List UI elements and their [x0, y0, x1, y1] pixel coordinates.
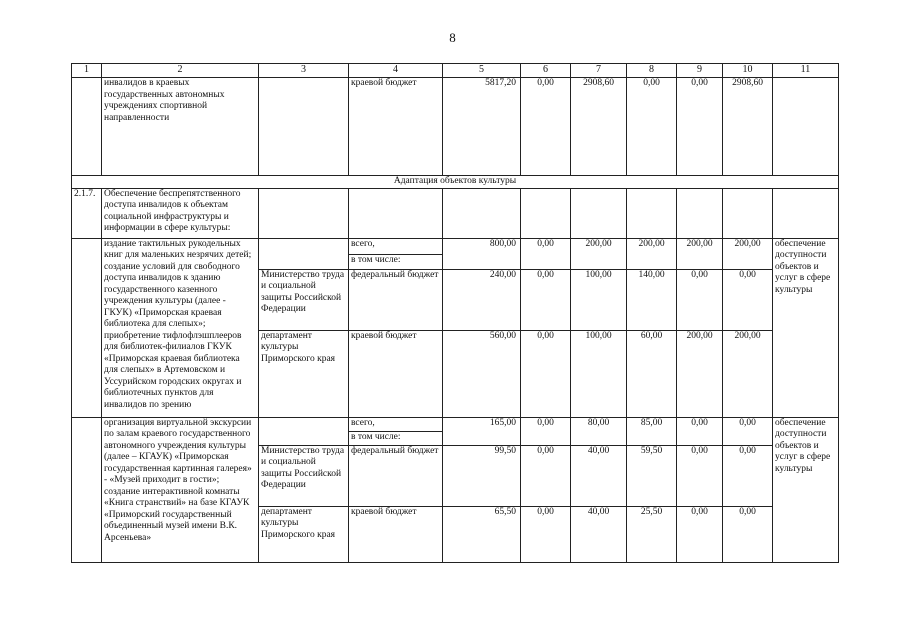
funding-source-cell: краевой бюджет — [349, 330, 443, 417]
executor-cell — [259, 188, 349, 238]
value-cell: 0,00 — [677, 78, 723, 176]
executor-cell: Министерство труда и социальной защиты Российской Федерации — [259, 269, 349, 330]
funding-source-cell: краевой бюджет — [349, 506, 443, 562]
column-header: 10 — [723, 64, 773, 78]
value-cell: 0,00 — [521, 417, 571, 445]
result-cell — [773, 78, 839, 176]
value-cell: 0,00 — [723, 417, 773, 445]
value-cell: 200,00 — [677, 330, 723, 417]
column-header: 5 — [443, 64, 521, 78]
value-cell — [677, 188, 723, 238]
activity-name-cell: организация виртуальной экскурсии по залам краевого государственного автономного учреждения культуры (далее – КГАУК) «Приморская государственная картинная галерея» - «Музей приходит в гости»; создание интерактивной комнаты «Книга странствий» на базе КГАУК «Приморский государственный объединенный музей имени В.К. Арсеньева» — [102, 417, 259, 562]
value-cell: 80,00 — [571, 417, 627, 445]
column-header: 9 — [677, 64, 723, 78]
value-cell: 60,00 — [627, 330, 677, 417]
column-header: 6 — [521, 64, 571, 78]
result-cell: обеспечение доступности объектов и услуг в сфере культуры — [773, 417, 839, 562]
program-table — [71, 63, 839, 563]
value-cell: 0,00 — [723, 506, 773, 562]
column-header: 2 — [102, 64, 259, 78]
activity-name-cell: Обеспечение беспрепятственного доступа инвалидов к объектам социальной инфраструктуры и информации в сфере культуры: — [102, 188, 259, 238]
value-cell: 200,00 — [677, 238, 723, 269]
row-number-cell — [72, 78, 102, 176]
value-cell: 40,00 — [571, 506, 627, 562]
column-header: 8 — [627, 64, 677, 78]
page-number: 8 — [449, 30, 456, 45]
value-cell: 99,50 — [443, 445, 521, 506]
row-number-cell: 2.1.7. — [72, 188, 102, 238]
table-row — [72, 188, 839, 238]
column-header: 3 — [259, 64, 349, 78]
table-row — [72, 238, 839, 254]
row-number-cell — [72, 238, 102, 417]
value-cell: 85,00 — [627, 417, 677, 445]
funding-source-cell — [349, 188, 443, 238]
value-cell: 0,00 — [677, 417, 723, 445]
column-header: 11 — [773, 64, 839, 78]
value-cell: 0,00 — [723, 445, 773, 506]
activity-name-cell: инвалидов в краевых государственных автономных учреждениях спортивной направленности — [102, 78, 259, 176]
table-row — [72, 417, 839, 431]
executor-cell: департамент культуры Приморского края — [259, 506, 349, 562]
column-header: 7 — [571, 64, 627, 78]
value-cell — [723, 188, 773, 238]
value-cell: 0,00 — [521, 238, 571, 269]
value-cell: 0,00 — [521, 78, 571, 176]
funding-source-cell: всего, — [349, 417, 443, 431]
value-cell: 0,00 — [677, 445, 723, 506]
executor-cell: Министерство труда и социальной защиты Российской Федерации — [259, 445, 349, 506]
value-cell: 800,00 — [443, 238, 521, 269]
value-cell: 2908,60 — [723, 78, 773, 176]
funding-source-cell: в том числе: — [349, 431, 443, 445]
funding-source-cell: в том числе: — [349, 254, 443, 269]
executor-cell — [259, 417, 349, 445]
activity-name-cell: издание тактильных рукодельных книг для маленьких незрячих детей; создание условий для свободного доступа инвалидов к зданию государственного казенного учреждения культуры (далее - ГКУК) «Приморская краевая библиотека для слепых»; приобретение тифлофлэшплееров для библиотек-филиалов ГКУК «Приморская краевая библиотека для слепых» в Артемовском и Уссурийском городских округах и библиотечных пунктов для инвалидов по зрению — [102, 238, 259, 417]
value-cell: 100,00 — [571, 330, 627, 417]
executor-cell — [259, 238, 349, 269]
result-cell: обеспечение доступности объектов и услуг в сфере культуры — [773, 238, 839, 417]
value-cell: 5817,20 — [443, 78, 521, 176]
value-cell — [443, 188, 521, 238]
value-cell: 140,00 — [627, 269, 677, 330]
value-cell: 0,00 — [677, 506, 723, 562]
column-header: 1 — [72, 64, 102, 78]
value-cell: 65,50 — [443, 506, 521, 562]
value-cell: 200,00 — [723, 330, 773, 417]
value-cell: 165,00 — [443, 417, 521, 445]
value-cell: 240,00 — [443, 269, 521, 330]
value-cell: 2908,60 — [571, 78, 627, 176]
value-cell: 0,00 — [521, 445, 571, 506]
value-cell: 0,00 — [521, 330, 571, 417]
value-cell: 59,50 — [627, 445, 677, 506]
value-cell: 200,00 — [723, 238, 773, 269]
section-title: Адаптация объектов культуры — [72, 176, 839, 189]
value-cell: 0,00 — [521, 506, 571, 562]
header-row — [72, 64, 839, 78]
value-cell: 560,00 — [443, 330, 521, 417]
value-cell: 200,00 — [571, 238, 627, 269]
funding-source-cell: федеральный бюджет — [349, 445, 443, 506]
value-cell — [627, 188, 677, 238]
funding-source-cell: всего, — [349, 238, 443, 254]
row-number-cell — [72, 417, 102, 562]
value-cell — [521, 188, 571, 238]
value-cell: 40,00 — [571, 445, 627, 506]
executor-cell — [259, 78, 349, 176]
column-header: 4 — [349, 64, 443, 78]
value-cell — [571, 188, 627, 238]
value-cell: 0,00 — [627, 78, 677, 176]
value-cell: 0,00 — [723, 269, 773, 330]
result-cell — [773, 188, 839, 238]
section-row — [72, 176, 839, 189]
executor-cell: департамент культуры Приморского края — [259, 330, 349, 417]
funding-source-cell: краевой бюджет — [349, 78, 443, 176]
value-cell: 100,00 — [571, 269, 627, 330]
table-row — [72, 78, 839, 176]
value-cell: 0,00 — [677, 269, 723, 330]
value-cell: 0,00 — [521, 269, 571, 330]
funding-source-cell: федеральный бюджет — [349, 269, 443, 330]
value-cell: 200,00 — [627, 238, 677, 269]
value-cell: 25,50 — [627, 506, 677, 562]
